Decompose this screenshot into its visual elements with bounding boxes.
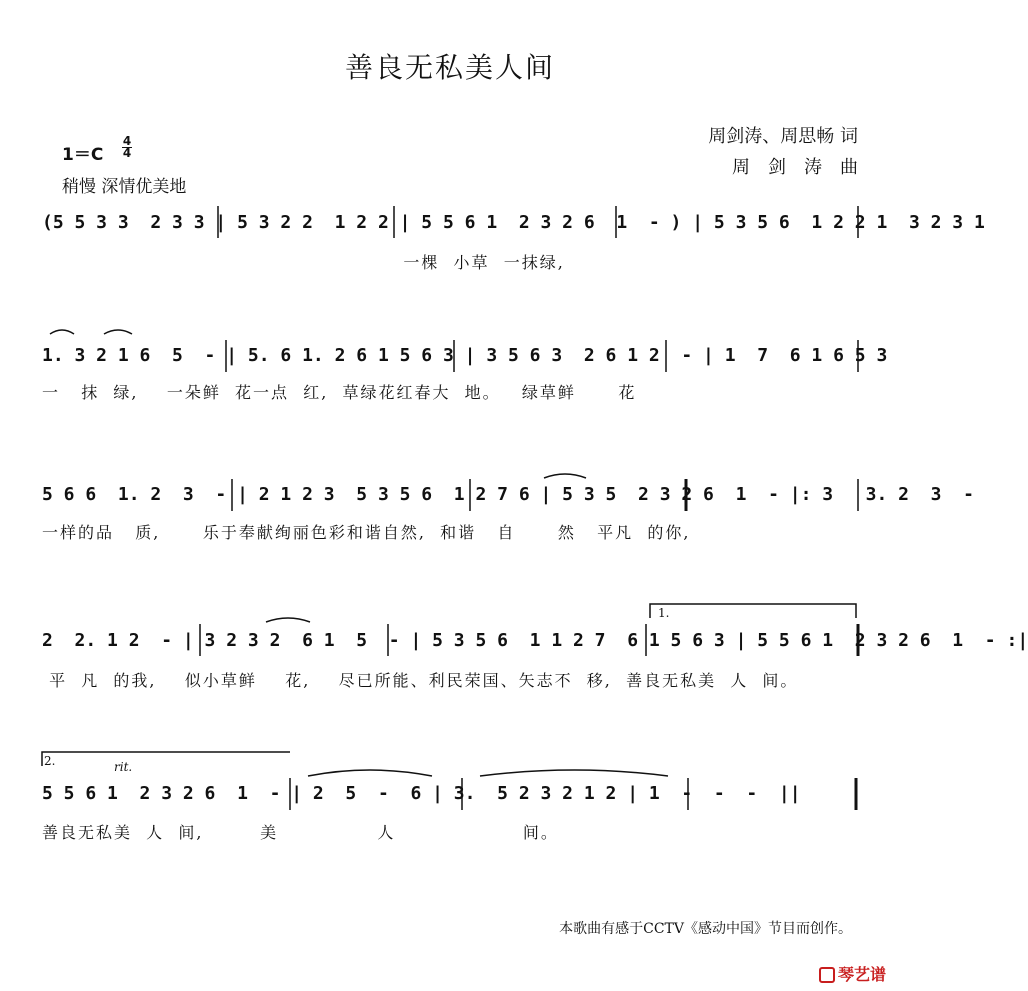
- lyrics-row-5: 善良无私美 人 间, 美 人 间。: [42, 823, 559, 842]
- logo-icon: [819, 967, 835, 983]
- site-logo: [819, 962, 886, 985]
- song-title: 善良无私美人间: [344, 51, 555, 84]
- lyrics-row-4: 平 凡 的我, 似小草鲜 花, 尽已所能、利民荣国、矢志不 移, 善良无私美 人 间。: [42, 671, 799, 690]
- time-signature: [122, 136, 132, 159]
- footnote: 本歌曲有感于CCTV《感动中国》节目而创作。: [559, 921, 852, 937]
- lyrics-row-3: 一样的品 质, 乐于奉献绚丽色彩和谐自然, 和谐 自 然 平凡 的你,: [42, 523, 691, 542]
- watermark-text: 琴艺谱: [837, 965, 886, 984]
- notation-row-4: 2 2. 1 2 - | 3 2 3 2 6 1 5 - | 5 3 5 6 1 1 2 7 6 1 5 6 3 | 5 5 6 1 2 3 2 6 1 - :|: [42, 630, 1028, 651]
- notation-row-2: 1. 3 2 1 6 5 - | 5. 6 1. 2 6 1 5 6 3 | 3 5 6 3 2 6 1 2 - | 1 7 6 1 6 5 3: [42, 345, 888, 366]
- key-signature: 1＝C: [62, 145, 104, 165]
- composer-credit: 周剑涛曲: [732, 157, 876, 178]
- volta-second-ending: 2.: [44, 754, 56, 768]
- lyricist-credit: 周剑涛、周思畅 词: [708, 126, 858, 147]
- time-signature-bottom: 4: [122, 146, 132, 160]
- volta-first-ending: 1.: [658, 606, 670, 620]
- notation-row-1: (5 5 3 3 2 3 3 | 5 3 2 2 1 2 2 | 5 5 6 1 2 3 2 6 1 - ) | 5 3 5 6 1 2 2 1 3 2 3 1: [42, 212, 985, 233]
- time-signature-top: 4: [122, 134, 132, 148]
- tempo-marking: 稍慢 深情优美地: [62, 177, 187, 197]
- notation-row-5: 5 5 6 1 2 3 2 6 1 - | 2 5 - 6 | 3. 5 2 3 2 1 2 | 1 - - - ||: [42, 783, 801, 804]
- ritardando-mark: rit.: [114, 760, 133, 774]
- notation-row-3: 5 6 6 1. 2 3 - | 2 1 2 3 5 3 5 6 1 2 7 6 | 5 3 5 2 3 2 6 1 - |: 3 3. 2 3 -: [42, 484, 974, 505]
- lyrics-row-1: 一棵 小草 一抹绿,: [42, 253, 565, 272]
- lyrics-row-2: 一 抹 绿, 一朵鲜 花一点 红, 草绿花红春大 地。 绿草鲜 花: [42, 383, 637, 402]
